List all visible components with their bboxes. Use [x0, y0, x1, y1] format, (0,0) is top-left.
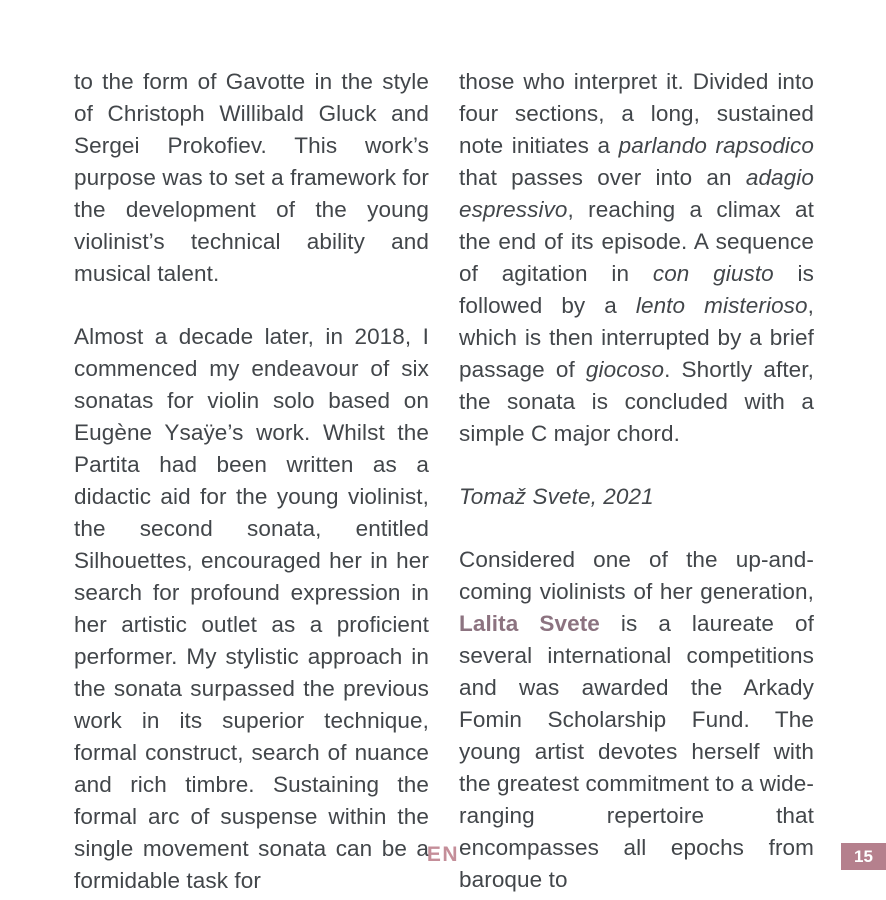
paragraph [459, 66, 814, 450]
column-right [459, 66, 814, 897]
text-run: to the form of Gavotte in the style of Christoph Willibald Gluck and Sergei Prokofiev. This work’s purpose was to set a framework for the development of the young violinist’s technical ability and musical talent. [74, 69, 429, 286]
text-run: that passes over into an [459, 165, 746, 190]
text-run: giocoso [585, 357, 665, 382]
text-run: parlando rapsodico [618, 133, 814, 158]
paragraph [74, 321, 429, 897]
language-label: EN [426, 843, 460, 866]
text-columns [74, 66, 814, 897]
column-left [74, 66, 429, 897]
text-run: lento misterioso [635, 293, 808, 318]
text-run: Tomaž Svete, 2021 [459, 484, 654, 509]
paragraph [74, 66, 429, 290]
text-run: adagio espressivo [459, 165, 814, 222]
text-run: , reaching a climax at the end of its episode. A sequence of agitation in [459, 197, 814, 286]
paragraph [459, 481, 814, 513]
text-run: is followed by a [459, 261, 814, 318]
text-run: those who interpret it. Divided into four sections, a long, sustained note initiates a [459, 69, 814, 158]
text-run: . Shortly after, the sonata is concluded with a simple C major chord. [459, 357, 814, 446]
artist-name: Lalita Svete [459, 611, 600, 636]
text-run: is a laureate of several international competitions and was awarded the Arkady Fomin Scholarship Fund. The young artist devotes herself with the greatest commitment to a wide-ranging repertoire that encompasses all epochs from baroque to [459, 611, 814, 892]
page-number-badge: 15 [841, 843, 886, 870]
text-run: Almost a decade later, in 2018, I commenced my endeavour of six sonatas for violin solo based on Eugène Ysaÿe’s work. Whilst the Partita had been written as a didactic aid for the young violinist, the second sonata, entitled Silhouettes, encouraged her in her search for profound expression in her artistic outlet as a proficient performer. My stylistic approach in the sonata surpassed the previous work in its superior technique, formal construct, search of nuance and rich timbre. Sustaining the formal arc of suspense within the single movement sonata can be a formidable task for [74, 324, 429, 893]
text-run: con giusto [652, 261, 774, 286]
text-run: , which is then interrupted by a brief passage of [459, 293, 815, 382]
text-run: Considered one of the up-and-coming violinists of her generation, [459, 547, 814, 604]
